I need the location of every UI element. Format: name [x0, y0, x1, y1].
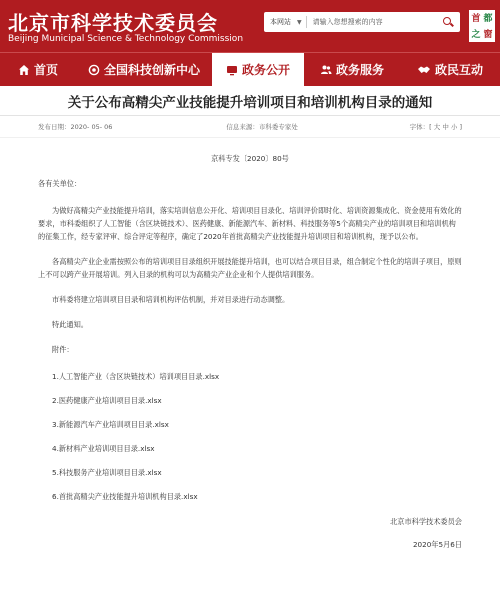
nav-label: 政务公开 [241, 63, 290, 77]
nav-item-home[interactable] [0, 53, 76, 86]
attachments-label: 附件： [52, 345, 74, 354]
globe-icon [88, 64, 100, 76]
nav-item-innovation-center[interactable] [76, 53, 212, 86]
attachment-link[interactable]: 3.新能源汽车产业培训项目目录.xlsx [52, 420, 169, 429]
nav-label: 政务服务 [335, 63, 384, 77]
attachment-link[interactable]: 5.科技服务产业培训项目目录.xlsx [52, 468, 162, 477]
paragraph: 特此通知。 [52, 320, 88, 329]
people-icon [320, 64, 332, 76]
site-header [0, 0, 500, 52]
article-meta [0, 116, 500, 138]
nav-item-services[interactable] [304, 53, 400, 86]
article-body [0, 152, 500, 551]
paragraph: 各高精尖产业企业需按照公布的培训项目目录组织开展技能提升培训，也可以结合项目目录，组合制定个性化的培训子项目，原则上不可以跨产业开展培训。列入目录的机构可以为高精尖产业企业和个人提供培训服务。 [38, 257, 462, 279]
nav-item-interaction[interactable] [400, 53, 500, 86]
search-bar [264, 12, 460, 32]
caret-down-icon[interactable]: ▼ [297, 18, 302, 26]
logo-char: 都 [483, 14, 493, 24]
search-divider [306, 16, 307, 28]
handshake-icon [417, 64, 431, 76]
logo-char: 首 [471, 14, 481, 24]
site-name[interactable]: 北京市科学技术委员会 [8, 11, 218, 35]
nav-label: 首页 [33, 63, 58, 77]
paragraph: 为做好高精尖产业技能提升培训，落实培训信息公开化、培训项目目录化、培训评价即时化、培训资源集成化、资金使用有效化的要求，市科委组织了人工智能（含区块链技术）、医药健康、新能源汽车、新材料、科技服务等5个高精尖产业的培训项目和培训机构的征集工作，经专家评审、综合评定等程序，确定了2020年首批高精尖产业技能提升培训项目和培训机构，现予以公布。 [38, 206, 462, 241]
nav-label: 全国科技创新中心 [103, 63, 200, 77]
info-source: 信息来源：市科委专家处 [226, 123, 298, 131]
logo-char: 之 [471, 30, 481, 40]
attachment-link[interactable]: 6.首批高精尖产业技能提升培训机构目录.xlsx [52, 492, 198, 501]
search-icon[interactable] [442, 16, 454, 28]
attachment-link[interactable]: 2.医药健康产业培训项目目录.xlsx [52, 396, 162, 405]
document-number: 京科专发〔2020〕80号 [211, 154, 289, 163]
salutation: 各有关单位： [38, 179, 82, 188]
font-size-control[interactable]: 字体：[ 大 中 小 ] [409, 123, 462, 131]
logo-char: 窗 [483, 30, 493, 40]
publish-date: 发布日期：2020- 05- 06 [38, 123, 113, 131]
sign-date: 2020年5月6日 [412, 540, 462, 549]
search-input[interactable] [313, 18, 423, 26]
article-title: 关于公布高精尖产业技能提升培训项目和培训机构目录的通知 [67, 94, 433, 111]
nav-item-government-affairs[interactable] [212, 53, 304, 86]
home-icon [18, 64, 30, 76]
attachment-link[interactable]: 1.人工智能产业（含区块链技术）培训项目目录.xlsx [52, 372, 220, 381]
capital-window-logo[interactable] [469, 10, 495, 42]
attachment-link[interactable]: 4.新材料产业培训项目目录.xlsx [52, 444, 155, 453]
site-name-english: Beijing Municipal Science & Technology Commission [8, 34, 244, 44]
signature: 北京市科学技术委员会 [390, 517, 462, 526]
paragraph: 市科委将建立培训项目目录和培训机构评估机制，并对目录进行动态调整。 [52, 295, 290, 304]
nav-label: 政民互动 [434, 63, 483, 77]
search-scope-select[interactable]: 本网站 [270, 18, 291, 26]
main-nav [0, 52, 500, 86]
monitor-icon [226, 64, 238, 76]
article-title-bar [0, 86, 500, 116]
